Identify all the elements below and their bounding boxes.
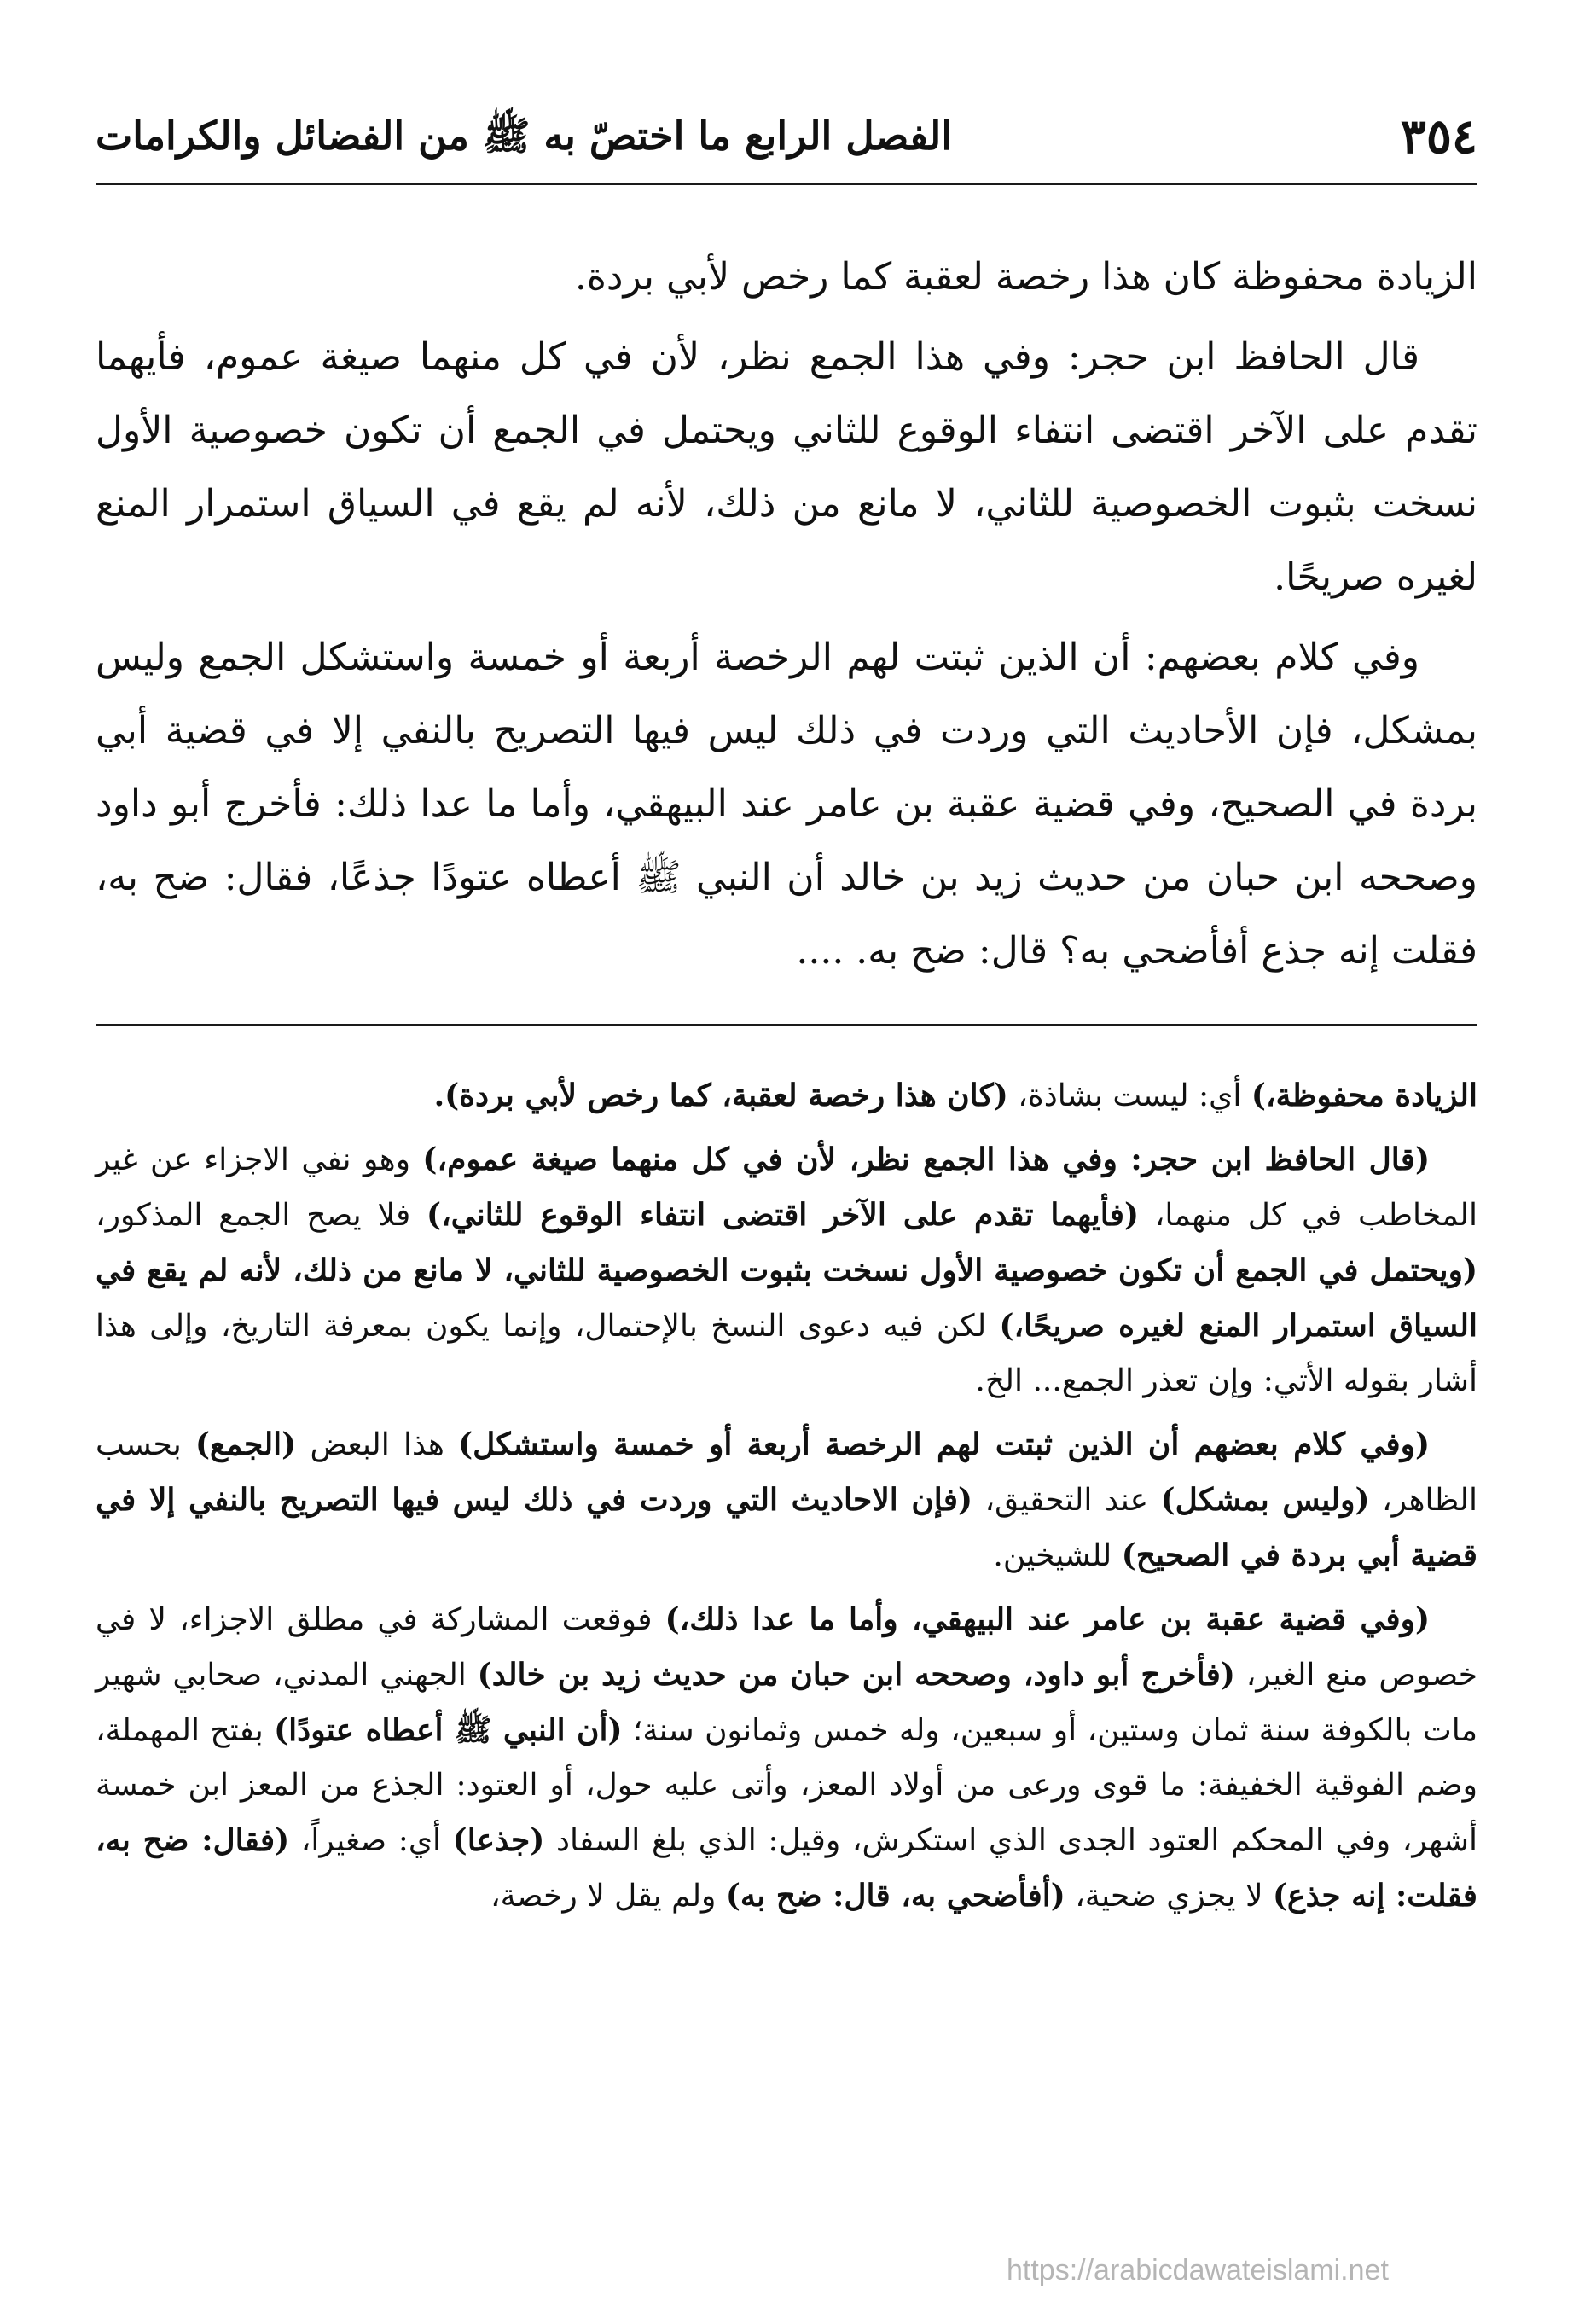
- main-text: [96, 241, 1477, 995]
- explanation-text: بحسب الظاهر،: [96, 1427, 1477, 1518]
- explanation-text: أي: ليست بشاذة،: [1007, 1078, 1251, 1113]
- quoted-text: (قال الحافظ ابن حجر: وفي هذا الجمع نظر، لأن في كل منهما صيغة عموم،): [422, 1142, 1431, 1177]
- main-paragraph: الزيادة محفوظة كان هذا رخصة لعقبة كما رخص لأبي بردة.: [574, 255, 1477, 299]
- quoted-text: (وفي قضية عقبة بن عامر عند البيهقي، وأما ما عدا ذلك،): [665, 1601, 1430, 1637]
- commentary-section: [96, 1068, 1477, 1932]
- explanation-text: فوقعت المشاركة في مطلق الاجزاء، لا في خصوص منع الغير،: [96, 1602, 1478, 1693]
- quoted-text: (جذعا): [452, 1822, 545, 1858]
- explanation-text: للشيخين.: [993, 1538, 1122, 1573]
- commentary-paragraph: [96, 1417, 1477, 1583]
- explanation-text: عند التحقيق،: [972, 1483, 1161, 1518]
- quoted-text: (فقال: ضح به، فقلت: إنه جذع): [96, 1822, 1477, 1914]
- explanation-text: ولم يقل لا رخصة،: [490, 1879, 726, 1914]
- main-paragraph: وفي كلام بعضهم: أن الذين ثبتت لهم الرخصة أربعة أو خمسة واستشكل الجمع وليس بمشكل، فإن الأحاديث التي وردت في ذلك ليس فيها التصريح بالنفي إلا في قضية أبي بردة في الصحيح، وفي قضية عقبة بن عامر عند البيهقي، وأما ما عدا ذلك: فأخرج أبو داود وصححه ابن حبان من حديث زيد بن خالد أن النبي ﷺ أعطاه عتودًا جذعًا، فقال: ضح به، فقلت إنه جذع أفأضحي به؟ قال: ضح به. ....: [96, 636, 1477, 973]
- explanation-text: فلا يصح الجمع المذكور،: [96, 1198, 427, 1233]
- main-paragraph: قال الحافظ ابن حجر: وفي هذا الجمع نظر، لأن في كل منهما صيغة عموم، فأيهما تقدم على الآخر اقتضى انتفاء الوقوع للثاني ويحتمل في الجمع أن تكون خصوصية الأول نسخت بثبوت الخصوصية للثاني، لا مانع من ذلك، لأنه لم يقع في السياق استمرار المنع لغيره صريحًا.: [96, 335, 1477, 599]
- quoted-text: (وليس بمشكل): [1160, 1482, 1370, 1518]
- quoted-text: (الجمع): [194, 1426, 297, 1462]
- commentary-paragraph: [96, 1592, 1477, 1924]
- commentary-paragraph: [96, 1068, 1477, 1124]
- page-header: [96, 104, 1477, 185]
- quoted-text: (فأخرج أبو داود، وصححه ابن حبان من حديث زيد بن خالد): [477, 1657, 1235, 1693]
- page-number: ٣٥٤: [1400, 108, 1477, 165]
- quoted-text: (فأيهما تقدم على الآخر اقتضى انتفاء الوقوع للثاني،): [427, 1197, 1139, 1233]
- explanation-text: لا يجزي ضحية،: [1065, 1879, 1273, 1914]
- website-watermark: https://arabicdawateislami.net: [1007, 2254, 1389, 2286]
- running-title: الفصل الرابع ما اختصّ به ﷺ من الفضائل والكرامات: [96, 113, 953, 159]
- quoted-text: (أن النبي ﷺ أعطاه عتودًا): [274, 1712, 623, 1748]
- explanation-text: لكن فيه دعوى النسخ بالإحتمال، وإنما يكون بمعرفة التاريخ، وإلى هذا أشار بقوله الأتي: وإن تعذر الجمع... الخ.: [96, 1309, 1477, 1398]
- explanation-text: بفتح المهملة، وضم الفوقية الخفيفة: ما قوى ورعى من أولاد المعز، وأتى عليه حول، أو العتود: الجذع من المعز ابن خمسة أشهر، وفي المحكم العتود الجدى الذي استكرش، وقيل: الذي بلغ السفاد: [96, 1713, 1478, 1858]
- explanation-text: هذا البعض: [296, 1427, 459, 1462]
- commentary-paragraph: [96, 1132, 1477, 1409]
- explanation-text: وهو نفي الاجزاء عن غير المخاطب في كل منهما،: [96, 1142, 1477, 1233]
- quoted-text: (ويحتمل في الجمع أن تكون خصوصية الأول نسخت بثبوت الخصوصية للثاني، لا مانع من ذلك، لأنه لم يقع في السياق استمرار المنع لغيره صريحًا،): [96, 1252, 1477, 1344]
- quoted-text: (كان هذا رخصة لعقبة، كما رخص لأبي بردة).: [433, 1078, 1008, 1113]
- explanation-text: أي: صغيراً،: [289, 1823, 453, 1858]
- quoted-text: (وفي كلام بعضهم أن الذين ثبتت لهم الرخصة أربعة أو خمسة واستشكل): [458, 1426, 1431, 1462]
- footnote-divider: [96, 1024, 1477, 1026]
- quoted-text: (فإن الاحاديث التي وردت في ذلك ليس فيها التصريح بالنفي إلا في قضية أبي بردة في الصحيح): [96, 1482, 1477, 1573]
- quoted-text: الزيادة محفوظة،): [1251, 1078, 1477, 1113]
- quoted-text: (أفأضحي به، قال: ضح به): [725, 1878, 1065, 1914]
- explanation-text: الجهني المدني، صحابي شهير مات بالكوفة سنة ثمان وستين، أو سبعين، وله خمس وثمانون سنة؛: [96, 1658, 1477, 1748]
